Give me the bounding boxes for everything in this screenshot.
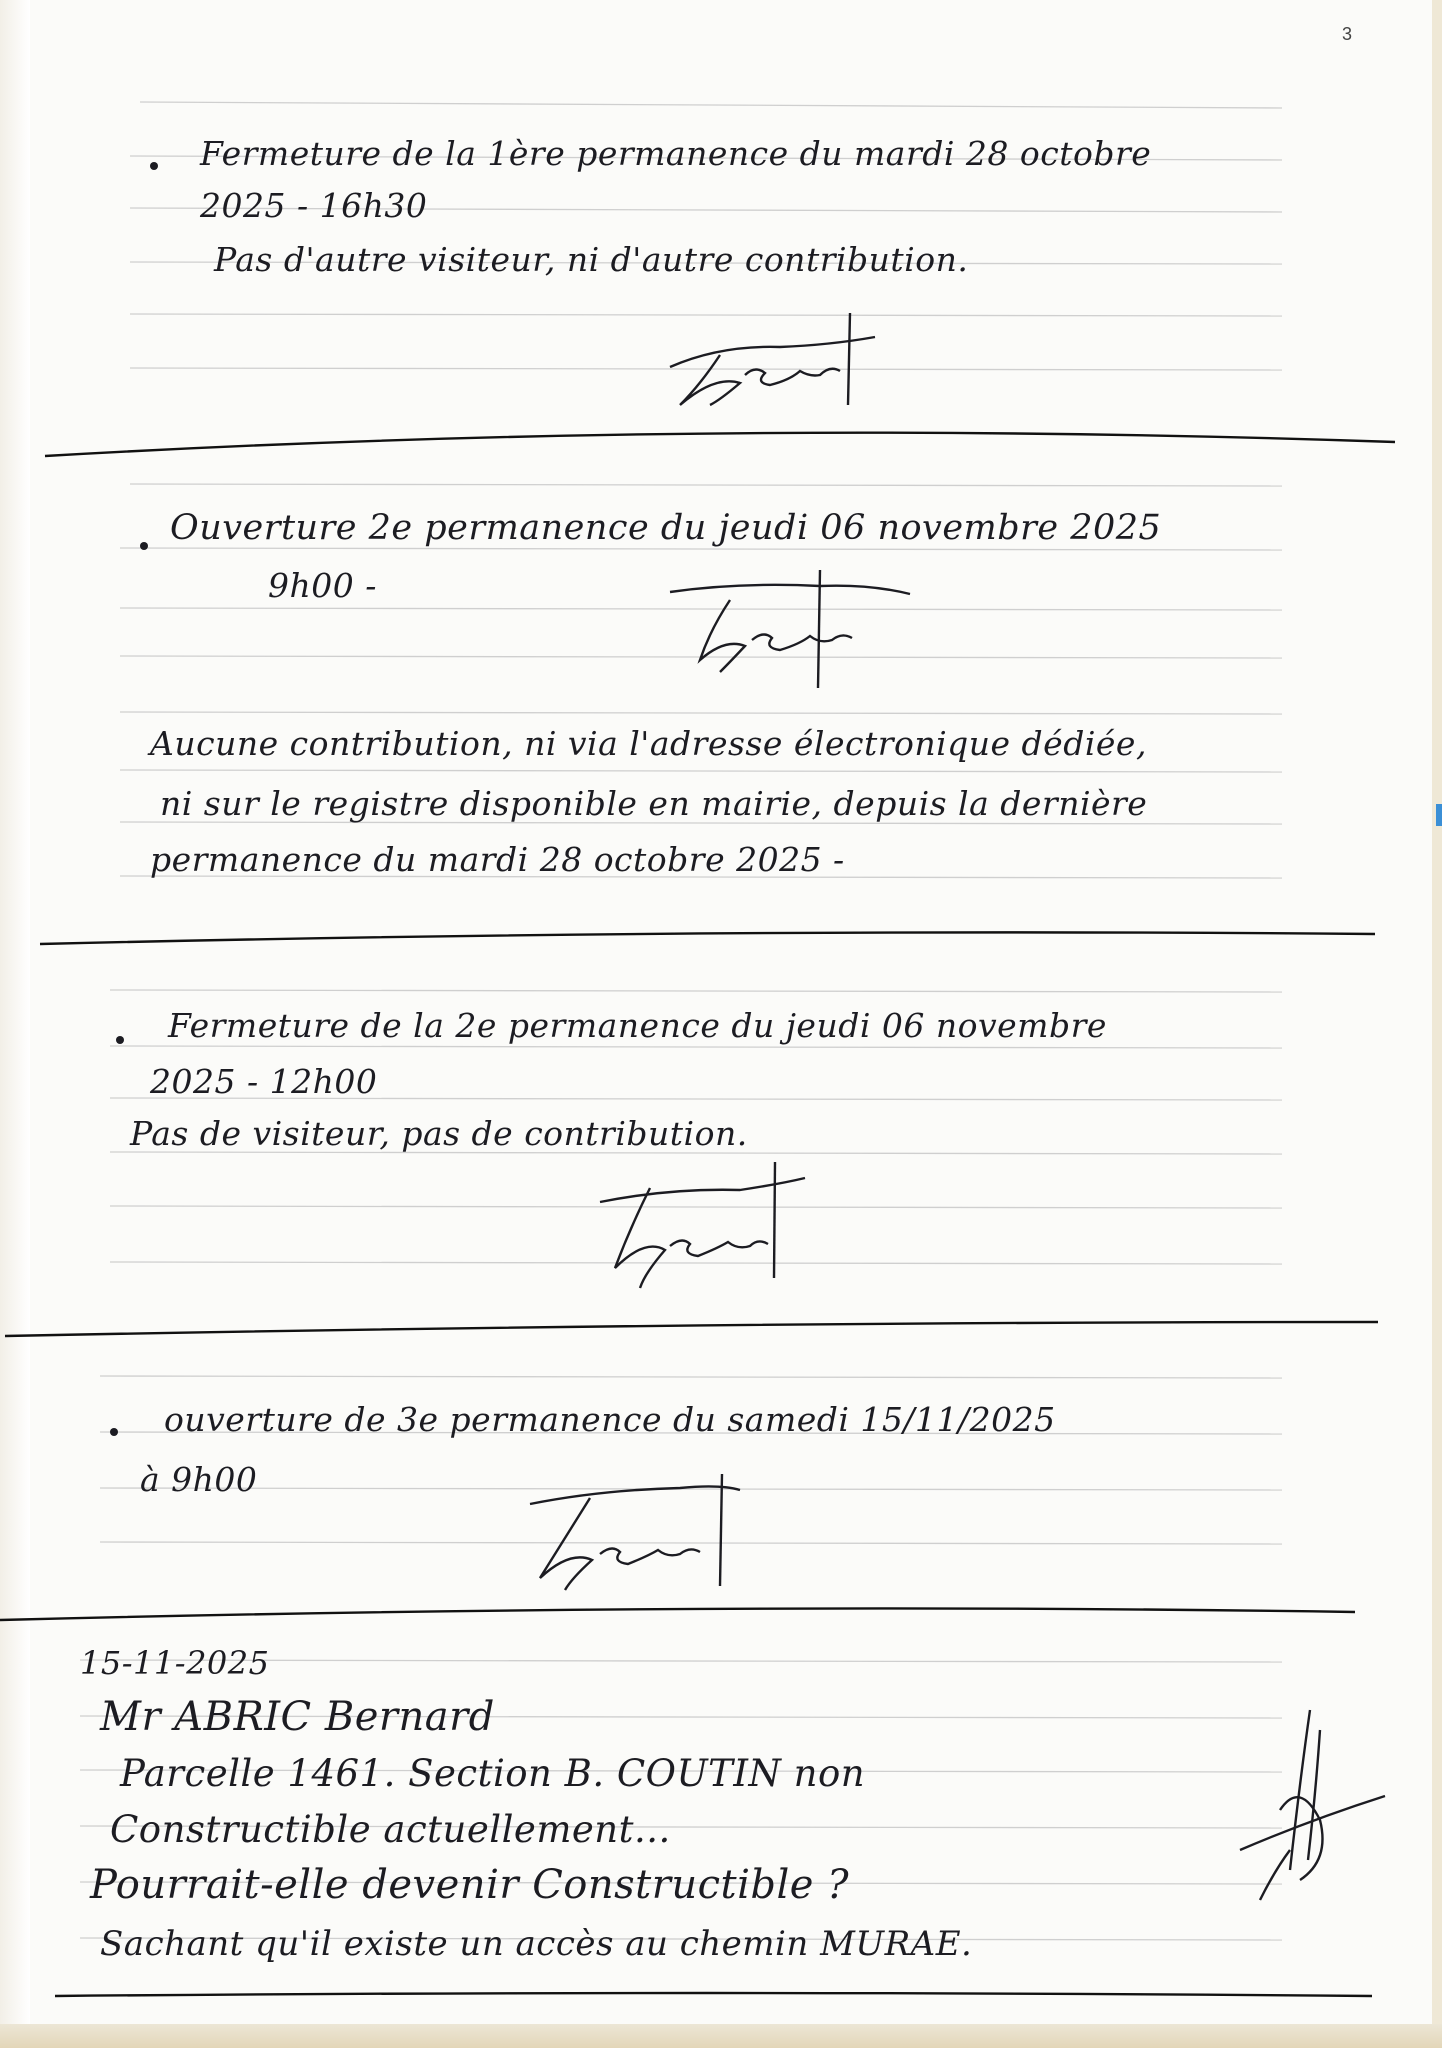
signature <box>660 305 900 415</box>
entry-1-line-3: Pas d'autre visiteur, ni d'autre contribution. <box>214 240 969 279</box>
entry-3-line-2: ni sur le registre disponible en mairie, depuis la dernière <box>160 784 1148 823</box>
signature <box>1220 1700 1390 1920</box>
entry-4-line-3: Pas de visiteur, pas de contribution. <box>130 1114 748 1153</box>
entry-2-line-1: Ouverture 2e permanence du jeudi 06 novembre 2025 <box>170 508 1162 548</box>
entry-5-line-1: ouverture de 3e permanence du samedi 15/11/2025 <box>164 1400 1056 1439</box>
entry-3-line-1: Aucune contribution, ni via l'adresse électronique dédiée, <box>150 724 1147 763</box>
entry-6-line-1: Parcelle 1461. Section B. COUTIN non <box>120 1752 866 1795</box>
signature <box>510 1468 750 1598</box>
entry-1-line-1: Fermeture de la 1ère permanence du mardi 28 octobre <box>200 134 1152 173</box>
bullet <box>110 1428 118 1436</box>
entry-4-line-2: 2025 - 12h00 <box>150 1062 378 1101</box>
bullet <box>116 1036 124 1044</box>
entry-6-line-4: Sachant qu'il existe un accès au chemin MURAE. <box>100 1924 973 1964</box>
entry-6-line-2: Constructible actuellement... <box>110 1808 671 1851</box>
entry-6-date: 15-11-2025 <box>80 1644 270 1682</box>
bullet <box>140 542 148 550</box>
bullet <box>150 162 158 170</box>
entry-3-line-3: permanence du mardi 28 octobre 2025 - <box>150 840 845 879</box>
entry-5-line-2: à 9h00 <box>140 1460 258 1499</box>
entry-6-line-3: Pourrait-elle devenir Constructible ? <box>90 1862 850 1908</box>
entry-1-line-2: 2025 - 16h30 <box>200 186 428 225</box>
entry-6-name: Mr ABRIC Bernard <box>100 1694 495 1740</box>
entry-4-line-1: Fermeture de la 2e permanence du jeudi 06 novembre <box>168 1006 1107 1045</box>
entry-2-line-2: 9h00 - <box>268 566 377 605</box>
signature <box>590 1158 810 1298</box>
signature <box>660 560 920 690</box>
page-number: 3 <box>1341 24 1352 44</box>
